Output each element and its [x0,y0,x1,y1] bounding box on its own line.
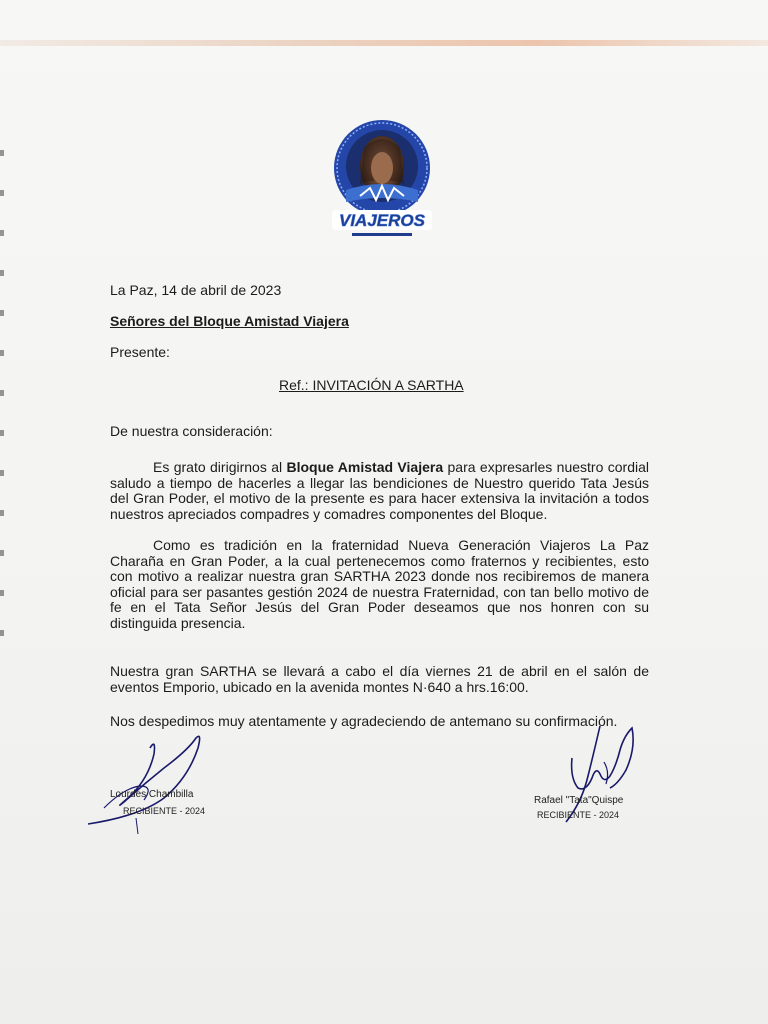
letter-reference: Ref.: INVITACIÓN A SARTHA [279,377,464,393]
signature-left-name: Lourdes Chambilla [110,789,194,800]
scan-edge-marks [0,150,4,650]
signature-left-role: RECIBIENTE - 2024 [123,806,206,816]
letter-date: La Paz, 14 de abril de 2023 [110,282,282,298]
letter-paragraph-2: Como es tradición en la fraternidad Nueva Generación Viajeros La Paz Charaña en Gran Poder, a la cual pertenecemos como fraternos y recibientes, esto con motivo a realizar nuestra gran SARTHA 2023 donde nos recibiremos de manera oficial para ser pasantes gestión 2024 de nuestra Fraternidad, con tan bello motivo de fe en el Tata Señor Jesús del Gran Poder deseamos que nos honren con su distinguida presencia. [110,537,649,631]
letter-salutation: De nuestra consideración: [110,423,273,439]
fraternity-logo [326,118,438,242]
p1-rest: para expresarles nuestro cordial saludo a tiempo de hacerles a llegar las bendiciones de Nuestro querido Tata Jesús del Gran Poder, el motivo de la presente es para hacer extensiva la invitación a todos nuestros apreciados compadres y comadres componentes del Bloque. [110,459,649,522]
letter-addressee: Señores del Bloque Amistad Viajera [110,313,349,329]
p1-intro: Es grato dirigirnos al [153,459,287,475]
letter-paragraph-3: Nuestra gran SARTHA se llevará a cabo el día viernes 21 de abril en el salón de eventos Emporio, ubicado en la avenida montes N·640 a hrs.16:00. [110,663,649,695]
paper-edge [0,40,768,46]
p1-bloque: Bloque Amistad Viajera [286,459,444,475]
letter-presente: Presente: [110,344,170,360]
signature-right-role: RECIBIENTE - 2024 [537,810,620,820]
letter-closing: Nos despedimos muy atentamente y agradeciendo de antemano su confirmación. [110,713,618,729]
signature-left [84,728,224,838]
letter-paragraph-1 [110,460,649,522]
signature-right-name: Rafael "Tata"Quispe [534,795,624,806]
logo-wordmark: VIAJEROS [339,211,425,230]
